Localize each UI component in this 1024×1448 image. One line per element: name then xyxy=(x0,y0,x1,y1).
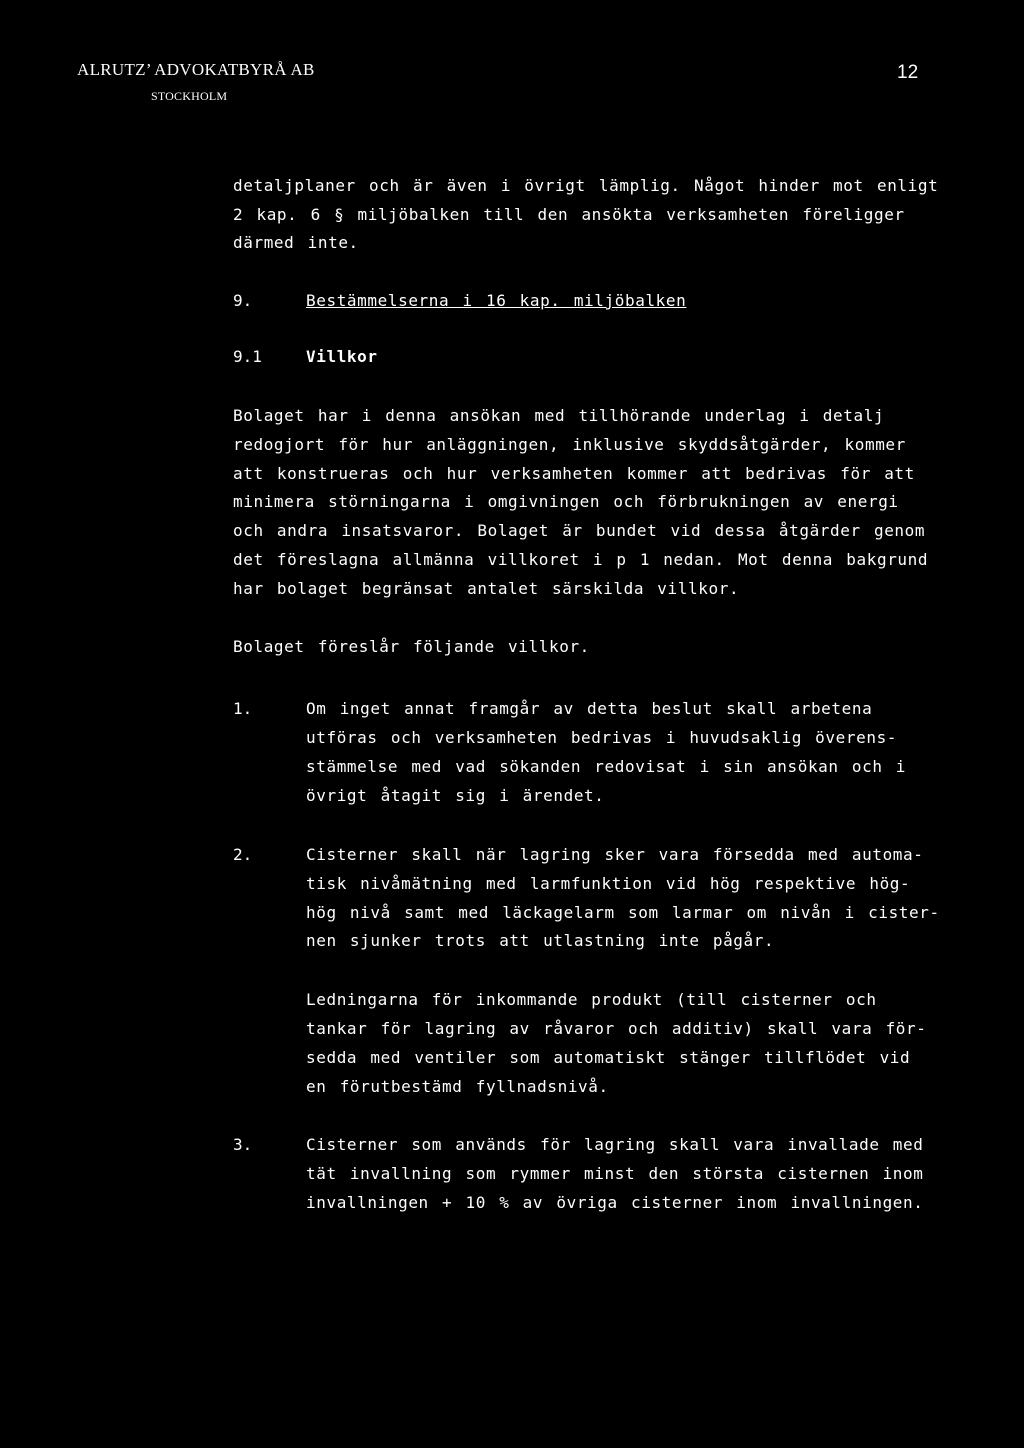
condition-number: 1. xyxy=(233,699,253,718)
condition-extra-line: sedda med ventiler som automatiskt stänger tillflödet vid xyxy=(306,1048,911,1067)
body-line: minimera störningarna i omgivningen och förbrukningen av energi xyxy=(233,492,899,511)
condition-line: utföras och verksamheten bedrivas i huvudsaklig överens- xyxy=(306,728,898,747)
condition-line: Cisterner som används för lagring skall vara invallade med xyxy=(306,1135,924,1154)
body-line: att konstrueras och hur verksamheten kommer att bedrivas för att xyxy=(233,464,915,483)
condition-line: övrigt åtagit sig i ärendet. xyxy=(306,786,605,805)
condition-extra-line: Ledningarna för inkommande produkt (till cisterner och xyxy=(306,990,877,1009)
condition-line: stämmelse med vad sökanden redovisat i sin ansökan och i xyxy=(306,757,907,776)
section-9-title: Bestämmelserna i 16 kap. miljöbalken xyxy=(306,291,687,310)
condition-line: hög nivå samt med läckagelarm som larmar om nivån i cister- xyxy=(306,903,940,922)
condition-line: tät invallning som rymmer minst den största cisternen inom xyxy=(306,1164,924,1183)
condition-extra-line: en förutbestämd fyllnadsnivå. xyxy=(306,1077,609,1096)
page-number: 12 xyxy=(897,62,919,83)
body-line: och andra insatsvaror. Bolaget är bundet vid dessa åtgärder genom xyxy=(233,521,926,540)
condition-line: Om inget annat framgår av detta beslut skall arbetena xyxy=(306,699,873,718)
body-line: Bolaget har i denna ansökan med tillhörande underlag i detalj xyxy=(233,406,885,425)
section-9-number: 9. xyxy=(233,291,253,310)
condition-line: nen sjunker trots att utlastning inte pågår. xyxy=(306,931,775,950)
body-line: det föreslagna allmänna villkoret i p 1 nedan. Mot denna bakgrund xyxy=(233,550,929,569)
section-9-1-number: 9.1 xyxy=(233,347,262,366)
condition-number: 2. xyxy=(233,845,253,864)
firm-city: STOCKHOLM xyxy=(151,89,228,103)
proposal-line: Bolaget föreslår följande villkor. xyxy=(233,637,590,656)
condition-line: tisk nivåmätning med larmfunktion vid hög respektive hög- xyxy=(306,874,911,893)
body-line: har bolaget begränsat antalet särskilda villkor. xyxy=(233,579,740,598)
condition-number: 3. xyxy=(233,1135,253,1154)
intro-line: detaljplaner och är även i övrigt lämplig. Något hinder mot enligt xyxy=(233,176,939,195)
intro-line: därmed inte. xyxy=(233,233,359,252)
section-9-1-title: Villkor xyxy=(306,347,378,366)
condition-line: invallningen + 10 % av övriga cisterner inom invallningen. xyxy=(306,1193,924,1212)
body-line: redogjort för hur anläggningen, inklusive skyddsåtgärder, kommer xyxy=(233,435,906,454)
intro-line: 2 kap. 6 § miljöbalken till den ansökta verksamheten föreligger xyxy=(233,205,905,224)
firm-name: ALRUTZ’ ADVOKATBYRÅ AB xyxy=(77,60,315,79)
condition-extra-line: tankar för lagring av råvaror och additiv) skall vara för- xyxy=(306,1019,927,1038)
condition-line: Cisterner skall när lagring sker vara försedda med automa- xyxy=(306,845,924,864)
